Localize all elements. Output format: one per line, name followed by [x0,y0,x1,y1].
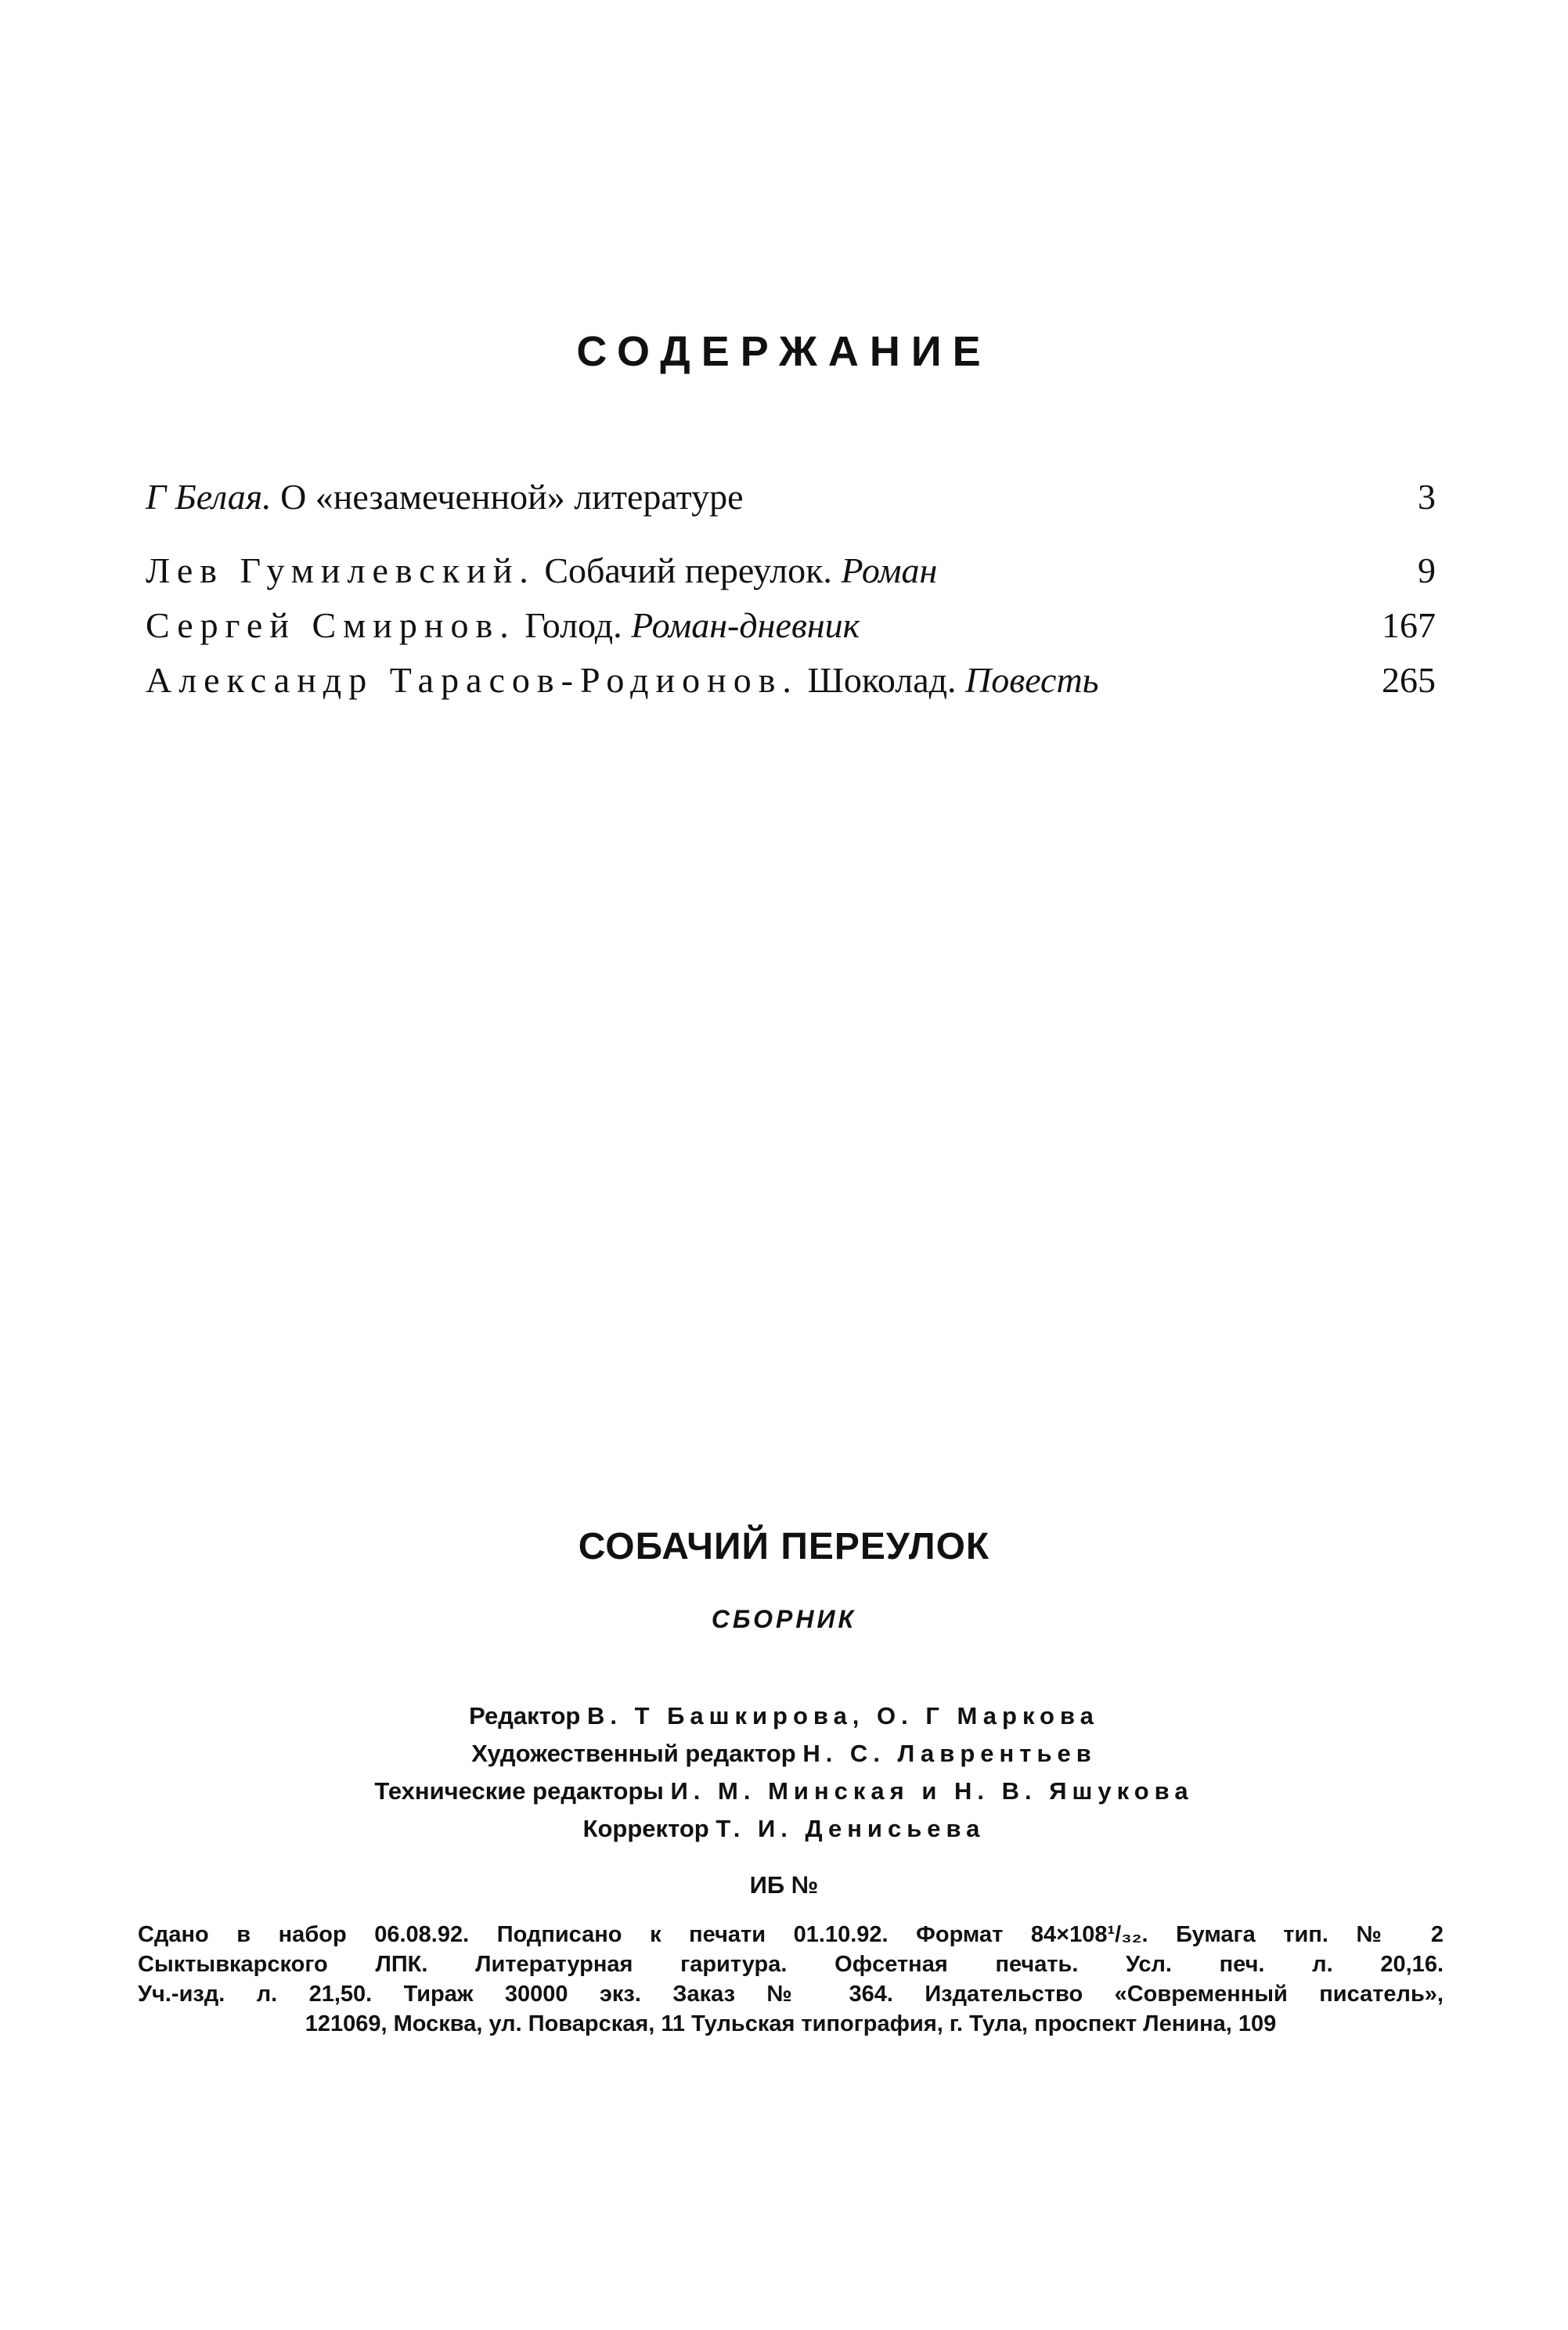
table-of-contents [146,470,1436,708]
colophon-line: Сдано в набор 06.08.92. Подписано к печати 01.10.92. Формат 84×108¹/₃₂. Бумага тип. № 2 [138,1922,1444,1947]
ib-number: ИБ № [749,1871,819,1899]
toc-genre: Роман [841,550,938,590]
toc-page-number: 9 [1418,550,1436,590]
toc-work-title: О «незамеченной» литературе [271,477,744,517]
toc-entry-text [146,543,937,598]
credit-names: Т. И. Денисьева [716,1815,986,1842]
credit-names: Н. С. Лаврентьев [802,1740,1097,1767]
toc-entry-text [146,598,860,653]
toc-author: Сергей Смирнов. [146,605,516,645]
colophon [138,1920,1444,2039]
book-subtitle: СБОРНИК [711,1605,857,1633]
credit-role: Редактор [469,1702,587,1729]
credit-names: И. М. Минская и Н. В. Яшукова [670,1777,1194,1805]
toc-genre: Повесть [965,660,1099,700]
credit-line [0,1735,1568,1773]
toc-page-number: 3 [1418,477,1436,517]
toc-genre: Роман-дневник [631,605,860,645]
toc-entry [146,598,1436,653]
toc-work-title: Голод. [515,605,632,645]
book-title: СОБАЧИЙ ПЕРЕУЛОК [578,1526,990,1567]
toc-entry-text [146,653,1099,708]
toc-page-number: 167 [1382,605,1436,645]
toc-entry [146,653,1436,708]
credit-names: В. Т Башкирова, О. Г Маркова [586,1702,1099,1729]
contents-heading: СОДЕРЖАНИЕ [576,328,992,375]
toc-author: Г Белая. [146,477,272,517]
colophon-line: Сыктывкарского ЛПК. Литературная гаритура. Офсетная печать. Усл. печ. л. 20,16. [138,1952,1444,1977]
toc-entry-text [146,470,744,525]
toc-entry [146,470,1436,525]
toc-entry [146,543,1436,598]
toc-author: Лев Гумилевский. [146,550,535,590]
colophon-line: Уч.-изд. л. 21,50. Тираж 30000 экз. Заказ № 364. Издательство «Современный писатель», [138,1982,1444,2007]
credit-line [0,1697,1568,1735]
credit-line [0,1810,1568,1848]
toc-author: Александр Тарасов-Родионов. [146,660,798,700]
toc-work-title: Собачий переулок. [535,550,842,590]
toc-page-number: 265 [1382,660,1436,700]
credit-role: Корректор [582,1815,716,1842]
credit-role: Технические редакторы [374,1777,671,1805]
credit-line [0,1773,1568,1810]
credit-role: Художественный редактор [471,1740,803,1767]
toc-work-title: Шоколад. [798,660,966,700]
editorial-credits [0,1697,1568,1848]
colophon-line: 121069, Москва, ул. Поварская, 11 Тульская типография, г. Тула, проспект Ленина, 109 [305,2011,1277,2036]
